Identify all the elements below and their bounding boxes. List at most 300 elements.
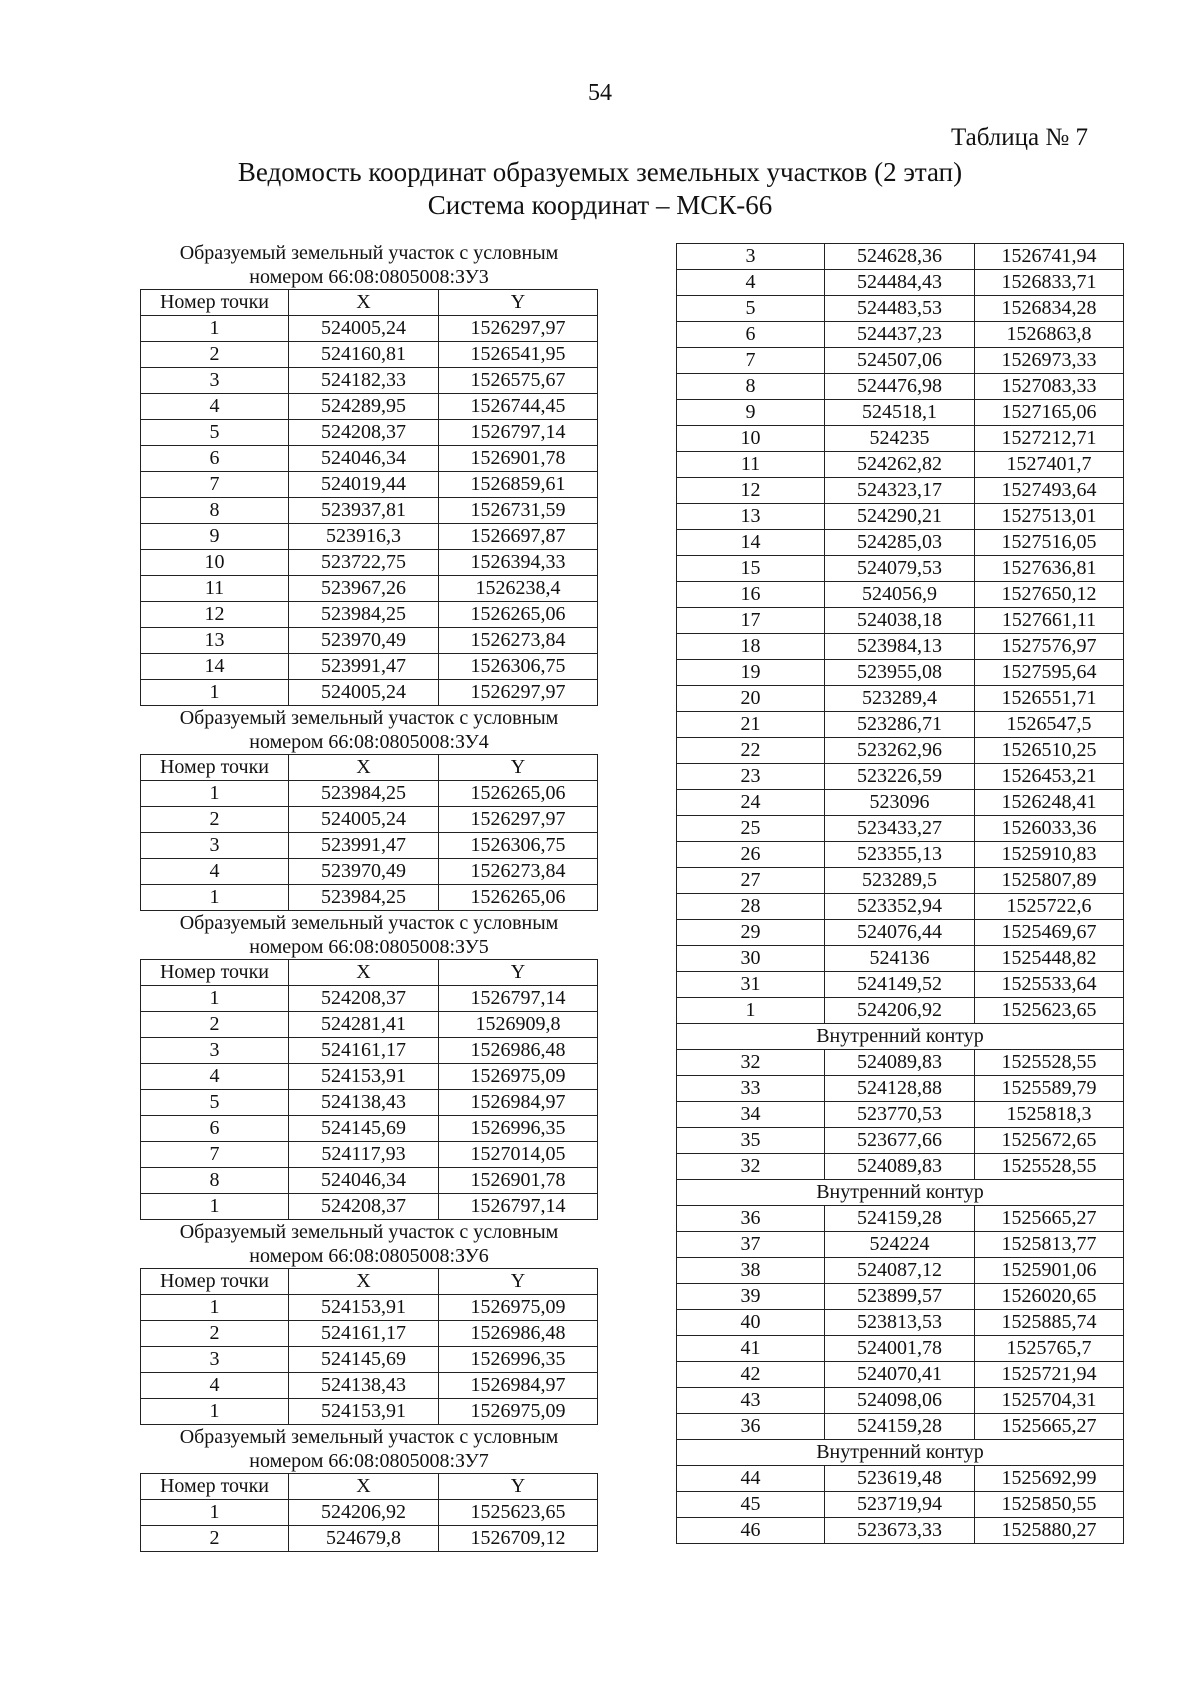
point-number-cell: 17 [677,608,825,634]
y-header: Y [439,1269,598,1295]
table-row [141,654,598,680]
x-coordinate-cell: 524070,41 [825,1362,975,1388]
table-row [677,452,1124,478]
point-number-cell: 9 [141,524,289,550]
point-number-cell: 6 [677,322,825,348]
parcel-cadastral-number: номером 66:08:0805008:ЗУ7 [249,1450,489,1472]
table-row [141,420,598,446]
x-coordinate-cell: 523770,53 [825,1102,975,1128]
x-coordinate-cell: 523813,53 [825,1310,975,1336]
point-number-cell: 1 [677,998,825,1024]
parcel-coordinates-table [140,754,598,911]
y-coordinate-cell: 1526709,12 [439,1526,598,1552]
table-row [677,608,1124,634]
x-coordinate-cell: 523226,59 [825,764,975,790]
point-number-cell: 13 [677,504,825,530]
x-coordinate-cell: 524001,78 [825,1336,975,1362]
table-row [677,1128,1124,1154]
point-number-cell: 18 [677,634,825,660]
y-coordinate-cell: 1526986,48 [439,1038,598,1064]
point-number-cell: 32 [677,1050,825,1076]
y-coordinate-cell: 1526975,09 [439,1399,598,1425]
table-row [141,859,598,885]
y-coordinate-cell: 1526020,65 [975,1284,1124,1310]
table-row [141,1194,598,1220]
x-coordinate-cell: 524323,17 [825,478,975,504]
x-coordinate-cell: 523899,57 [825,1284,975,1310]
x-coordinate-cell: 523355,13 [825,842,975,868]
y-coordinate-cell: 1525623,65 [439,1500,598,1526]
point-number-cell: 43 [677,1388,825,1414]
point-number-cell: 2 [141,1321,289,1347]
point-number-cell: 36 [677,1414,825,1440]
inner-contour-label: Внутренний контур [677,1440,1124,1466]
point-number-cell: 45 [677,1492,825,1518]
point-number-cell: 1 [141,1295,289,1321]
y-coordinate-cell: 1526306,75 [439,833,598,859]
parcel-caption-line: Образуемый земельный участок с условным [179,707,559,729]
table-row [141,1012,598,1038]
x-coordinate-cell: 524281,41 [289,1012,439,1038]
table-row [677,660,1124,686]
point-number-cell: 1 [141,1194,289,1220]
table-row [677,1310,1124,1336]
x-coordinate-cell: 523984,13 [825,634,975,660]
x-coordinate-cell: 523096 [825,790,975,816]
title-line-2: Система координат – МСК-66 [427,190,773,220]
table-row [677,634,1124,660]
x-coordinate-cell: 524079,53 [825,556,975,582]
y-coordinate-cell: 1526859,61 [439,472,598,498]
table-row [141,498,598,524]
table-row [141,807,598,833]
y-coordinate-cell: 1525448,82 [975,946,1124,972]
point-number-header: Номер точки [141,290,289,316]
x-coordinate-cell: 524484,43 [825,270,975,296]
parcel-block [140,911,598,1220]
table-row [141,628,598,654]
table-row [141,602,598,628]
table-row [677,1050,1124,1076]
parcel-caption [140,1220,598,1268]
y-coordinate-cell: 1525665,27 [975,1414,1124,1440]
parcel-caption-line: Образуемый земельный участок с условным [179,1426,559,1448]
point-number-cell: 24 [677,790,825,816]
y-coordinate-cell: 1527513,01 [975,504,1124,530]
table-row [677,270,1124,296]
point-number-cell: 37 [677,1232,825,1258]
y-coordinate-cell: 1527014,05 [439,1142,598,1168]
y-header: Y [439,960,598,986]
x-coordinate-cell: 524005,24 [289,807,439,833]
x-coordinate-cell: 524089,83 [825,1154,975,1180]
y-coordinate-cell: 1526248,41 [975,790,1124,816]
table-row [141,1090,598,1116]
y-coordinate-cell: 1526297,97 [439,807,598,833]
y-coordinate-cell: 1526273,84 [439,859,598,885]
x-coordinate-cell: 524160,81 [289,342,439,368]
x-coordinate-cell: 523970,49 [289,859,439,885]
point-number-cell: 38 [677,1258,825,1284]
x-coordinate-cell: 523433,27 [825,816,975,842]
point-number-cell: 1 [141,680,289,706]
table-row [677,1076,1124,1102]
point-number-cell: 14 [141,654,289,680]
x-coordinate-cell: 524206,92 [825,998,975,1024]
y-coordinate-cell: 1525722,6 [975,894,1124,920]
point-number-cell: 26 [677,842,825,868]
x-coordinate-cell: 523984,25 [289,602,439,628]
table-row [677,816,1124,842]
y-coordinate-cell: 1526510,25 [975,738,1124,764]
table-row [677,894,1124,920]
parcel-coordinates-table [140,289,598,706]
point-number-cell: 12 [141,602,289,628]
point-number-cell: 1 [141,885,289,911]
point-number-cell: 35 [677,1128,825,1154]
table-row [677,998,1124,1024]
y-coordinate-cell: 1527636,81 [975,556,1124,582]
table-row [141,833,598,859]
parcel-block [140,1425,598,1552]
point-number-cell: 34 [677,1102,825,1128]
table-row [141,368,598,394]
x-coordinate-cell: 523719,94 [825,1492,975,1518]
y-coordinate-cell: 1527493,64 [975,478,1124,504]
y-coordinate-cell: 1527212,71 [975,426,1124,452]
point-number-cell: 3 [677,244,825,270]
parcel-cadastral-number: номером 66:08:0805008:ЗУ6 [249,1245,489,1267]
y-coordinate-cell: 1526394,33 [439,550,598,576]
parcel-caption-line: Образуемый земельный участок с условным [179,912,559,934]
x-header: X [289,1474,439,1500]
point-number-header: Номер точки [141,960,289,986]
y-coordinate-cell: 1526033,36 [975,816,1124,842]
point-number-cell: 2 [141,1526,289,1552]
point-number-cell: 3 [141,1347,289,1373]
point-number-cell: 1 [141,1399,289,1425]
y-coordinate-cell: 1526834,28 [975,296,1124,322]
y-coordinate-cell: 1526238,4 [439,576,598,602]
point-number-cell: 32 [677,1154,825,1180]
y-coordinate-cell: 1527083,33 [975,374,1124,400]
y-coordinate-cell: 1526909,8 [439,1012,598,1038]
point-number-cell: 10 [141,550,289,576]
x-coordinate-cell: 524161,17 [289,1038,439,1064]
parcel-cadastral-number: номером 66:08:0805008:ЗУ5 [249,936,489,958]
point-number-cell: 20 [677,686,825,712]
x-coordinate-cell: 524285,03 [825,530,975,556]
x-header: X [289,290,439,316]
x-coordinate-cell: 523286,71 [825,712,975,738]
y-coordinate-cell: 1525813,77 [975,1232,1124,1258]
y-coordinate-cell: 1526797,14 [439,986,598,1012]
point-number-cell: 12 [677,478,825,504]
y-coordinate-cell: 1525901,06 [975,1258,1124,1284]
table-row [677,348,1124,374]
y-coordinate-cell: 1526575,67 [439,368,598,394]
point-number-cell: 2 [141,1012,289,1038]
table-row [141,781,598,807]
y-coordinate-cell: 1525885,74 [975,1310,1124,1336]
table-row [677,504,1124,530]
table-row [141,342,598,368]
point-number-cell: 13 [141,628,289,654]
point-number-cell: 30 [677,946,825,972]
table-row [141,1168,598,1194]
x-coordinate-cell: 524038,18 [825,608,975,634]
x-coordinate-cell: 524161,17 [289,1321,439,1347]
y-coordinate-cell: 1526797,14 [439,1194,598,1220]
point-number-cell: 28 [677,894,825,920]
y-coordinate-cell: 1527165,06 [975,400,1124,426]
y-coordinate-cell: 1526901,78 [439,1168,598,1194]
x-coordinate-cell: 523991,47 [289,833,439,859]
point-number-cell: 11 [677,452,825,478]
y-coordinate-cell: 1525721,94 [975,1362,1124,1388]
point-number-cell: 16 [677,582,825,608]
point-number-cell: 4 [141,1064,289,1090]
y-header: Y [439,290,598,316]
y-coordinate-cell: 1527576,97 [975,634,1124,660]
point-number-header: Номер точки [141,1269,289,1295]
y-coordinate-cell: 1525692,99 [975,1466,1124,1492]
point-number-cell: 5 [141,1090,289,1116]
header-row [141,1269,598,1295]
parcel-block [140,241,598,706]
point-number-cell: 14 [677,530,825,556]
point-number-cell: 7 [141,472,289,498]
point-number-cell: 4 [141,859,289,885]
table-row [141,1142,598,1168]
point-number-cell: 8 [141,1168,289,1194]
table-row [141,446,598,472]
x-coordinate-cell: 523619,48 [825,1466,975,1492]
point-number-cell: 10 [677,426,825,452]
y-coordinate-cell: 1525807,89 [975,868,1124,894]
table-row [677,686,1124,712]
table-row [677,842,1124,868]
table-row [677,1154,1124,1180]
y-coordinate-cell: 1525528,55 [975,1154,1124,1180]
table-row [677,1102,1124,1128]
table-row [677,1492,1124,1518]
section-row [677,1024,1124,1050]
y-coordinate-cell: 1526265,06 [439,781,598,807]
table-row [141,1347,598,1373]
x-coordinate-cell: 524153,91 [289,1399,439,1425]
point-number-cell: 9 [677,400,825,426]
y-coordinate-cell: 1526984,97 [439,1090,598,1116]
y-coordinate-cell: 1525533,64 [975,972,1124,998]
x-coordinate-cell: 523352,94 [825,894,975,920]
table-row [141,1399,598,1425]
y-coordinate-cell: 1526297,97 [439,316,598,342]
x-coordinate-cell: 523677,66 [825,1128,975,1154]
y-coordinate-cell: 1526265,06 [439,885,598,911]
point-number-cell: 5 [141,420,289,446]
point-number-cell: 40 [677,1310,825,1336]
x-coordinate-cell: 524476,98 [825,374,975,400]
inner-contour-label: Внутренний контур [677,1024,1124,1050]
parcel-block [140,1220,598,1425]
x-coordinate-cell: 524262,82 [825,452,975,478]
page-number: 54 [588,80,612,106]
table-row [677,972,1124,998]
point-number-cell: 4 [677,270,825,296]
x-coordinate-cell: 524145,69 [289,1116,439,1142]
y-coordinate-cell: 1526297,97 [439,680,598,706]
table-row [141,576,598,602]
y-coordinate-cell: 1526731,59 [439,498,598,524]
table-row [141,986,598,1012]
table-row [141,885,598,911]
x-coordinate-cell: 524138,43 [289,1373,439,1399]
x-coordinate-cell: 524128,88 [825,1076,975,1102]
table-row [141,524,598,550]
y-coordinate-cell: 1525469,67 [975,920,1124,946]
header-row [141,960,598,986]
table-row [677,946,1124,972]
point-number-cell: 8 [141,498,289,524]
x-coordinate-cell: 523289,5 [825,868,975,894]
x-coordinate-cell: 523991,47 [289,654,439,680]
y-coordinate-cell: 1525818,3 [975,1102,1124,1128]
y-coordinate-cell: 1525704,31 [975,1388,1124,1414]
x-coordinate-cell: 524046,34 [289,446,439,472]
table-row [677,478,1124,504]
point-number-cell: 23 [677,764,825,790]
point-number-cell: 44 [677,1466,825,1492]
table-row [677,920,1124,946]
point-number-cell: 2 [141,807,289,833]
point-number-cell: 3 [141,368,289,394]
x-coordinate-cell: 524005,24 [289,680,439,706]
header-row [141,1474,598,1500]
y-coordinate-cell: 1526551,71 [975,686,1124,712]
point-number-cell: 29 [677,920,825,946]
x-coordinate-cell: 524076,44 [825,920,975,946]
x-coordinate-cell: 523967,26 [289,576,439,602]
point-number-cell: 7 [141,1142,289,1168]
x-header: X [289,755,439,781]
point-number-cell: 41 [677,1336,825,1362]
point-number-cell: 5 [677,296,825,322]
point-number-cell: 42 [677,1362,825,1388]
point-number-cell: 3 [141,1038,289,1064]
x-coordinate-cell: 524087,12 [825,1258,975,1284]
y-coordinate-cell: 1525910,83 [975,842,1124,868]
y-coordinate-cell: 1526273,84 [439,628,598,654]
parcel-block [140,706,598,911]
parcel-cadastral-number: номером 66:08:0805008:ЗУ3 [249,266,489,288]
x-coordinate-cell: 523984,25 [289,885,439,911]
y-coordinate-cell: 1526697,87 [439,524,598,550]
x-coordinate-cell: 524159,28 [825,1414,975,1440]
header-row [141,290,598,316]
parcel-caption [140,911,598,959]
table-row [677,790,1124,816]
y-coordinate-cell: 1527401,7 [975,452,1124,478]
point-number-cell: 19 [677,660,825,686]
x-coordinate-cell: 524507,06 [825,348,975,374]
point-number-cell: 39 [677,1284,825,1310]
parcel-caption-line: Образуемый земельный участок с условным [179,1221,559,1243]
x-coordinate-cell: 524483,53 [825,296,975,322]
x-coordinate-cell: 523289,4 [825,686,975,712]
y-coordinate-cell: 1526901,78 [439,446,598,472]
x-header: X [289,960,439,986]
point-number-cell: 25 [677,816,825,842]
x-coordinate-cell: 524019,44 [289,472,439,498]
y-coordinate-cell: 1525850,55 [975,1492,1124,1518]
y-coordinate-cell: 1526833,71 [975,270,1124,296]
left-column [140,241,598,1552]
y-coordinate-cell: 1526744,45 [439,394,598,420]
table-row [141,1116,598,1142]
table-row [677,868,1124,894]
y-coordinate-cell: 1525665,27 [975,1206,1124,1232]
table-row [677,738,1124,764]
x-coordinate-cell: 523955,08 [825,660,975,686]
table-row [141,316,598,342]
parcel-coordinates-table [140,959,598,1220]
point-number-cell: 22 [677,738,825,764]
y-coordinate-cell: 1525672,65 [975,1128,1124,1154]
right-column [676,243,1124,1544]
x-coordinate-cell: 524149,52 [825,972,975,998]
table-row [677,1206,1124,1232]
point-number-cell: 4 [141,1373,289,1399]
table-row [677,426,1124,452]
x-coordinate-cell: 524679,8 [289,1526,439,1552]
table-row [677,1388,1124,1414]
table-row [141,394,598,420]
x-coordinate-cell: 524056,9 [825,582,975,608]
y-coordinate-cell: 1525623,65 [975,998,1124,1024]
point-number-cell: 11 [141,576,289,602]
table-row [141,1321,598,1347]
parcel-caption [140,1425,598,1473]
parcel-cadastral-number: номером 66:08:0805008:ЗУ4 [249,731,489,753]
y-coordinate-cell: 1526547,5 [975,712,1124,738]
y-coordinate-cell: 1526541,95 [439,342,598,368]
point-number-cell: 3 [141,833,289,859]
point-number-header: Номер точки [141,1474,289,1500]
y-coordinate-cell: 1525528,55 [975,1050,1124,1076]
table-row [141,472,598,498]
x-coordinate-cell: 524138,43 [289,1090,439,1116]
x-coordinate-cell: 524628,36 [825,244,975,270]
y-coordinate-cell: 1526975,09 [439,1295,598,1321]
y-coordinate-cell: 1526996,35 [439,1347,598,1373]
y-coordinate-cell: 1527661,11 [975,608,1124,634]
table-row [677,1466,1124,1492]
inner-contour-label: Внутренний контур [677,1180,1124,1206]
parcel-coordinates-table [140,1268,598,1425]
table-row [677,1232,1124,1258]
y-coordinate-cell: 1526306,75 [439,654,598,680]
y-coordinate-cell: 1525880,27 [975,1518,1124,1544]
parcel-caption [140,241,598,289]
x-coordinate-cell: 524235 [825,426,975,452]
table-row [677,530,1124,556]
y-header: Y [439,755,598,781]
x-coordinate-cell: 524206,92 [289,1500,439,1526]
point-number-cell: 1 [141,316,289,342]
table-row [677,374,1124,400]
point-number-cell: 1 [141,986,289,1012]
